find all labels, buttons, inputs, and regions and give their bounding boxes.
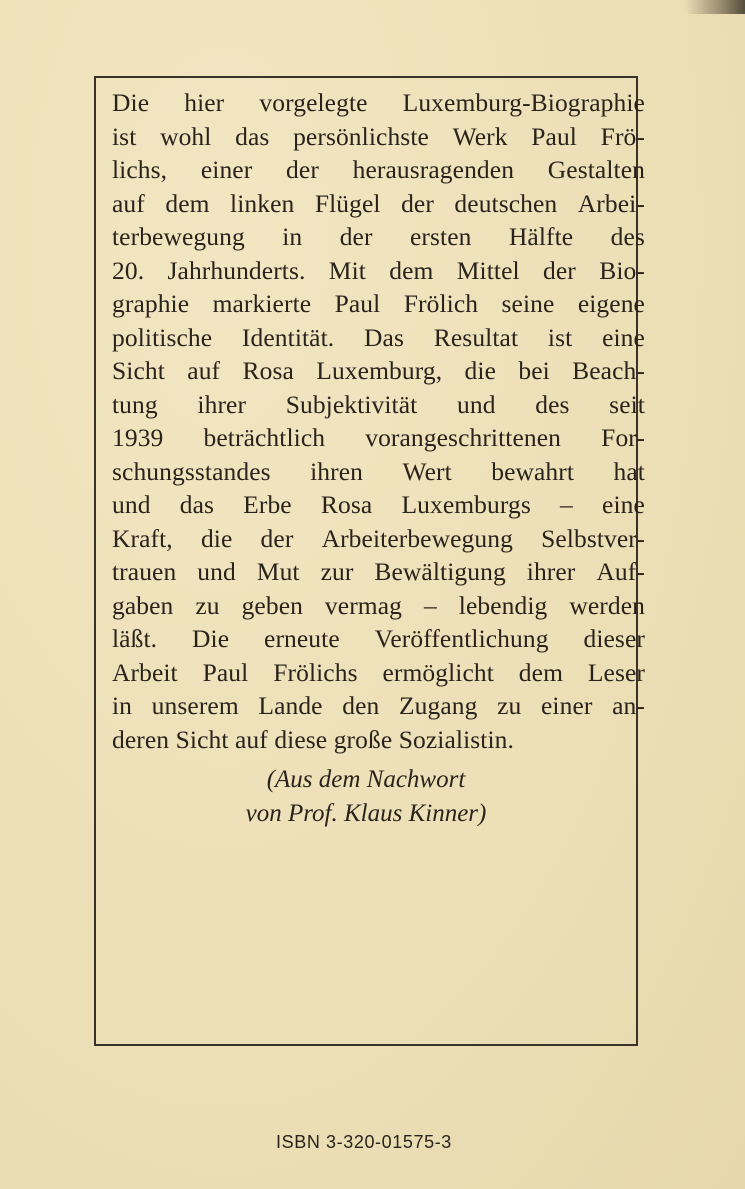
blurb-word: Luxemburg-Biographie — [402, 88, 645, 117]
blurb-line — [112, 220, 645, 254]
blurb-word: dieser — [583, 624, 645, 653]
blurb-word: Mit — [328, 255, 366, 285]
blurb-word: Zugang — [398, 691, 478, 720]
blurb-line — [112, 321, 645, 355]
blurb-word: 20. — [112, 255, 145, 285]
blurb-word: Selbstver- — [541, 523, 645, 553]
blurb-word: der — [401, 188, 434, 218]
blurb-line — [112, 589, 645, 623]
blurb-line — [112, 656, 645, 690]
blurb-word: das — [235, 121, 270, 151]
blurb-word: deutschen — [454, 188, 558, 218]
blurb-word: unserem — [151, 691, 239, 720]
blurb-word: politische — [112, 322, 213, 352]
blurb-word: Bewältigung — [374, 557, 506, 586]
blurb-word: und — [197, 557, 236, 586]
blurb-word: terbewegung — [112, 222, 245, 251]
blurb-word: Flügel — [314, 188, 381, 218]
blurb-line — [112, 723, 645, 757]
blurb-word: hier — [184, 88, 225, 117]
blurb-line — [112, 153, 645, 187]
blurb-word: Die — [192, 624, 230, 653]
blurb-word: Frölichs — [273, 657, 358, 687]
blurb-word: auf — [187, 356, 221, 385]
blurb-word: wohl — [160, 121, 212, 151]
blurb-word: vorgelegte — [259, 88, 368, 117]
blurb-word: Resultat — [433, 322, 519, 352]
blurb-word: bewahrt — [491, 456, 575, 486]
blurb-word: des — [535, 389, 570, 419]
blurb-word: 1939 — [112, 423, 164, 452]
blurb-line — [112, 421, 645, 455]
blurb-word: Paul — [202, 657, 249, 687]
blurb-word: ihrer — [526, 557, 576, 586]
blurb-word: vermag — [324, 590, 402, 620]
blurb-word: Identität. — [241, 322, 335, 352]
blurb-word: läßt. — [112, 624, 158, 653]
blurb-word: der — [339, 222, 373, 251]
attribution-line-2: von Prof. Klaus Kinner) — [245, 800, 487, 827]
blurb-word: einer — [541, 691, 593, 720]
blurb-word: For- — [601, 423, 645, 452]
blurb-line — [112, 488, 645, 522]
blurb-word: schungsstandes — [112, 456, 271, 486]
blurb-line — [112, 555, 645, 589]
blurb-line — [112, 86, 645, 120]
blurb-line — [112, 622, 645, 656]
blurb-word: des — [610, 222, 645, 251]
blurb-word: Sicht — [112, 356, 165, 385]
blurb-word: in — [282, 222, 303, 251]
blurb-word: beträchtlich — [203, 423, 326, 452]
blurb-word: den — [342, 691, 380, 720]
blurb-word: Auf- — [596, 557, 645, 586]
blurb-word: Luxemburg, — [316, 356, 443, 385]
blurb-line — [112, 522, 645, 556]
blurb-word: die — [464, 356, 496, 385]
blurb-word: Arbeit — [112, 657, 178, 687]
blurb-word: dem — [518, 657, 563, 687]
blurb-word: ermöglicht — [382, 657, 494, 687]
blurb-word: Paul — [531, 121, 577, 151]
blurb-word: ist — [112, 121, 137, 151]
blurb-word: der — [286, 155, 319, 184]
blurb-line — [112, 388, 645, 422]
blurb-word: der — [543, 255, 576, 285]
blurb-word: ihrer — [197, 389, 247, 419]
blurb-word: zur — [320, 557, 354, 586]
blurb-line — [112, 120, 645, 154]
blurb-word: lichs, — [112, 155, 168, 184]
blurb-word: und — [112, 490, 151, 519]
blurb-word: zu — [497, 691, 522, 720]
blurb-word: erneute — [264, 624, 340, 653]
blurb-word: hat — [613, 456, 645, 486]
blurb-word: bei — [518, 356, 550, 385]
blurb-word: Jahrhunderts. — [167, 255, 306, 285]
blurb-word: – — [423, 590, 437, 620]
blurb-word: seit — [609, 389, 645, 419]
blurb-word: Gestalten — [547, 155, 645, 184]
blurb-word: markierte — [212, 289, 312, 318]
blurb-word: Leser — [587, 657, 645, 687]
blurb-word: Beach- — [572, 356, 645, 385]
blurb-line — [112, 455, 645, 489]
blurb-word: Subjektivität — [285, 389, 418, 419]
blurb-word: persönlichste — [293, 121, 429, 151]
blurb-word: dem — [389, 255, 434, 285]
blurb-word: Werk — [452, 121, 508, 151]
blurb-text — [112, 86, 645, 756]
blurb-word: Arbeiterbewegung — [321, 523, 513, 553]
blurb-word: zu — [195, 590, 220, 620]
blurb-word: eine — [602, 490, 645, 519]
blurb-word: an- — [612, 691, 645, 720]
blurb-word: das — [179, 490, 215, 519]
blurb-word: herausragenden — [352, 155, 515, 184]
blurb-word: und — [457, 389, 496, 419]
blurb-word: ersten — [409, 222, 472, 251]
blurb-word: Rosa — [242, 356, 294, 385]
blurb-word: lebendig — [458, 590, 548, 620]
blurb-line — [112, 354, 645, 388]
page-corner-shadow — [685, 0, 745, 14]
blurb-word: Bio- — [599, 255, 645, 285]
blurb-word: Luxemburgs — [401, 490, 531, 519]
blurb-word: tung — [112, 389, 158, 419]
blurb-word: Frölich — [403, 289, 479, 318]
blurb-word: eigene — [577, 289, 645, 318]
blurb-word: Mut — [256, 557, 300, 586]
blurb-word: Das — [364, 322, 404, 352]
blurb-line — [112, 254, 645, 288]
blurb-word: der — [260, 523, 294, 553]
blurb-word: trauen — [112, 557, 177, 586]
blurb-word: geben — [241, 590, 303, 620]
blurb-word: linken — [230, 188, 295, 218]
blurb-word: werden — [569, 590, 645, 620]
blurb-word: in — [112, 691, 133, 720]
blurb-word: auf — [112, 188, 145, 218]
blurb-word: Kraft, — [112, 523, 173, 553]
blurb-word: ist — [547, 322, 573, 352]
blurb-word: Erbe — [243, 490, 292, 519]
blurb-word: Arbei- — [577, 188, 645, 218]
blurb-word: gaben — [112, 590, 174, 620]
attribution-line-1: (Aus dem Nachwort — [266, 766, 466, 793]
blurb-word: dem — [165, 188, 210, 218]
blurb-word: graphie — [112, 289, 190, 318]
isbn-number: ISBN 3-320-01575-3 — [276, 1132, 452, 1152]
blurb-word: Wert — [402, 456, 452, 486]
blurb-line — [112, 287, 645, 321]
blurb-word: die — [200, 523, 233, 553]
blurb-word: vorangeschrittenen — [365, 423, 562, 452]
blurb-word: Mittel — [456, 255, 520, 285]
blurb-word: Lande — [258, 691, 323, 720]
blurb-word: Veröffentlichung — [374, 624, 549, 653]
blurb-word: Hälfte — [508, 222, 574, 251]
blurb-word: ihren — [310, 456, 363, 486]
blurb-word: – — [560, 490, 573, 519]
blurb-word: Rosa — [320, 490, 373, 519]
blurb-word: Paul — [334, 289, 381, 318]
blurb-word: Die — [112, 88, 150, 117]
blurb-word: deren Sicht auf diese große Sozialistin. — [112, 724, 514, 754]
blurb-line — [112, 689, 645, 723]
blurb-line — [112, 187, 645, 221]
blurb-word: seine — [501, 289, 555, 318]
blurb-word: eine — [602, 322, 645, 352]
blurb-word: Frö- — [600, 121, 645, 151]
blurb-word: einer — [200, 155, 253, 184]
